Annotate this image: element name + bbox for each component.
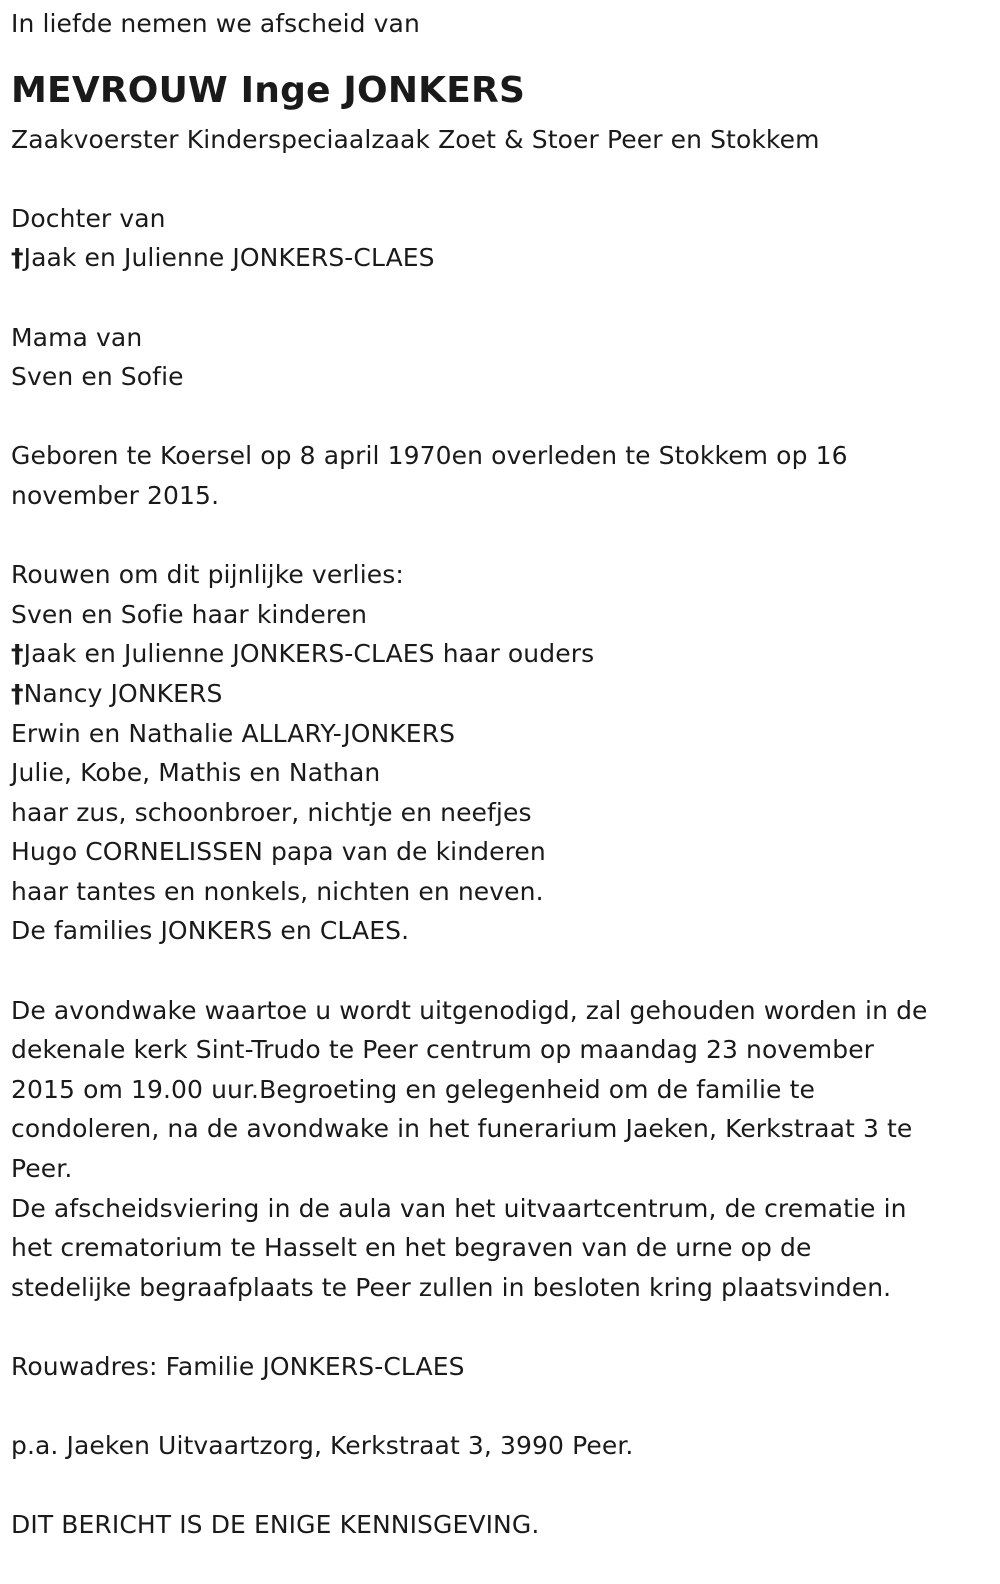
wake-line: De avondwake waartoe u wordt uitgenodigd, zal gehouden worden in de bbox=[11, 995, 928, 1025]
spacer bbox=[11, 397, 980, 437]
children-names: Sven en Sofie bbox=[11, 362, 184, 392]
mourner-text: Sven en Sofie haar kinderen bbox=[11, 599, 368, 629]
mourner-text: Jaak en Julienne JONKERS-CLAES haar ouders bbox=[23, 639, 595, 669]
wake-line: Peer. bbox=[11, 1154, 73, 1184]
mourner-text: Erwin en Nathalie ALLARY-JONKERS bbox=[11, 718, 456, 748]
farewell-line: stedelijke begraafplaats te Peer zullen in besloten kring plaatsvinden. bbox=[11, 1272, 892, 1302]
mourner-line bbox=[11, 753, 980, 793]
mourner-line bbox=[11, 595, 980, 635]
cross-icon: † bbox=[11, 639, 24, 669]
mourner-line bbox=[11, 911, 980, 951]
mourners-heading: Rouwen om dit pijnlijke verlies: bbox=[11, 560, 404, 590]
mourner-line bbox=[11, 872, 980, 912]
mourner-line bbox=[11, 714, 980, 754]
spacer bbox=[11, 516, 980, 556]
mourner-line bbox=[11, 674, 980, 714]
mourners-list bbox=[11, 595, 980, 951]
spacer bbox=[11, 1387, 980, 1427]
mourner-text: De families JONKERS en CLAES. bbox=[11, 916, 410, 946]
mourner-line bbox=[11, 832, 980, 872]
closing-notice: DIT BERICHT IS DE ENIGE KENNISGEVING. bbox=[11, 1510, 540, 1540]
mourner-line bbox=[11, 634, 980, 674]
wake-line: 2015 om 19.00 uur.Begroeting en gelegenheid om de familie te bbox=[11, 1074, 815, 1104]
parents-line bbox=[11, 238, 980, 278]
daughter-label: Dochter van bbox=[11, 203, 166, 233]
spacer bbox=[11, 1466, 980, 1506]
care-of-address: p.a. Jaeken Uitvaartzorg, Kerkstraat 3, 3990 Peer. bbox=[11, 1431, 634, 1461]
mourner-text: Nancy JONKERS bbox=[23, 678, 223, 708]
birth-death-line-1: Geboren te Koersel op 8 april 1970en overleden te Stokkem op 16 bbox=[11, 441, 848, 471]
cross-icon: † bbox=[11, 243, 24, 273]
birth-death-line-2: november 2015. bbox=[11, 480, 220, 510]
wake-line: dekenale kerk Sint-Trudo te Peer centrum op maandag 23 november bbox=[11, 1035, 875, 1065]
farewell-line: het crematorium te Hasselt en het begraven van de urne op de bbox=[11, 1233, 812, 1263]
mourner-text: Hugo CORNELISSEN papa van de kinderen bbox=[11, 837, 546, 867]
intro-text: In liefde nemen we afscheid van bbox=[11, 9, 420, 38]
mother-label: Mama van bbox=[11, 322, 143, 352]
spacer bbox=[11, 159, 980, 199]
mourner-text: Julie, Kobe, Mathis en Nathan bbox=[11, 758, 381, 788]
spacer bbox=[11, 1307, 980, 1347]
parents-names: Jaak en Julienne JONKERS-CLAES bbox=[23, 243, 435, 273]
deceased-name: MEVROUW Inge JONKERS bbox=[11, 69, 526, 111]
wake-line: condoleren, na de avondwake in het funerarium Jaeken, Kerkstraat 3 te bbox=[11, 1114, 913, 1144]
mourner-text: haar tantes en nonkels, nichten en neven. bbox=[11, 876, 544, 906]
spacer bbox=[11, 951, 980, 991]
wake-paragraph bbox=[11, 991, 980, 1189]
farewell-line: De afscheidsviering in de aula van het uitvaartcentrum, de crematie in bbox=[11, 1193, 907, 1223]
spacer bbox=[11, 278, 980, 318]
cross-icon: † bbox=[11, 678, 24, 708]
farewell-paragraph bbox=[11, 1189, 980, 1308]
mourning-address: Rouwadres: Familie JONKERS-CLAES bbox=[11, 1352, 465, 1381]
occupation-text: Zaakvoerster Kinderspeciaalzaak Zoet & Stoer Peer en Stokkem bbox=[11, 124, 820, 154]
mourner-text: haar zus, schoonbroer, nichtje en neefjes bbox=[11, 797, 532, 827]
mourner-line bbox=[11, 793, 980, 833]
